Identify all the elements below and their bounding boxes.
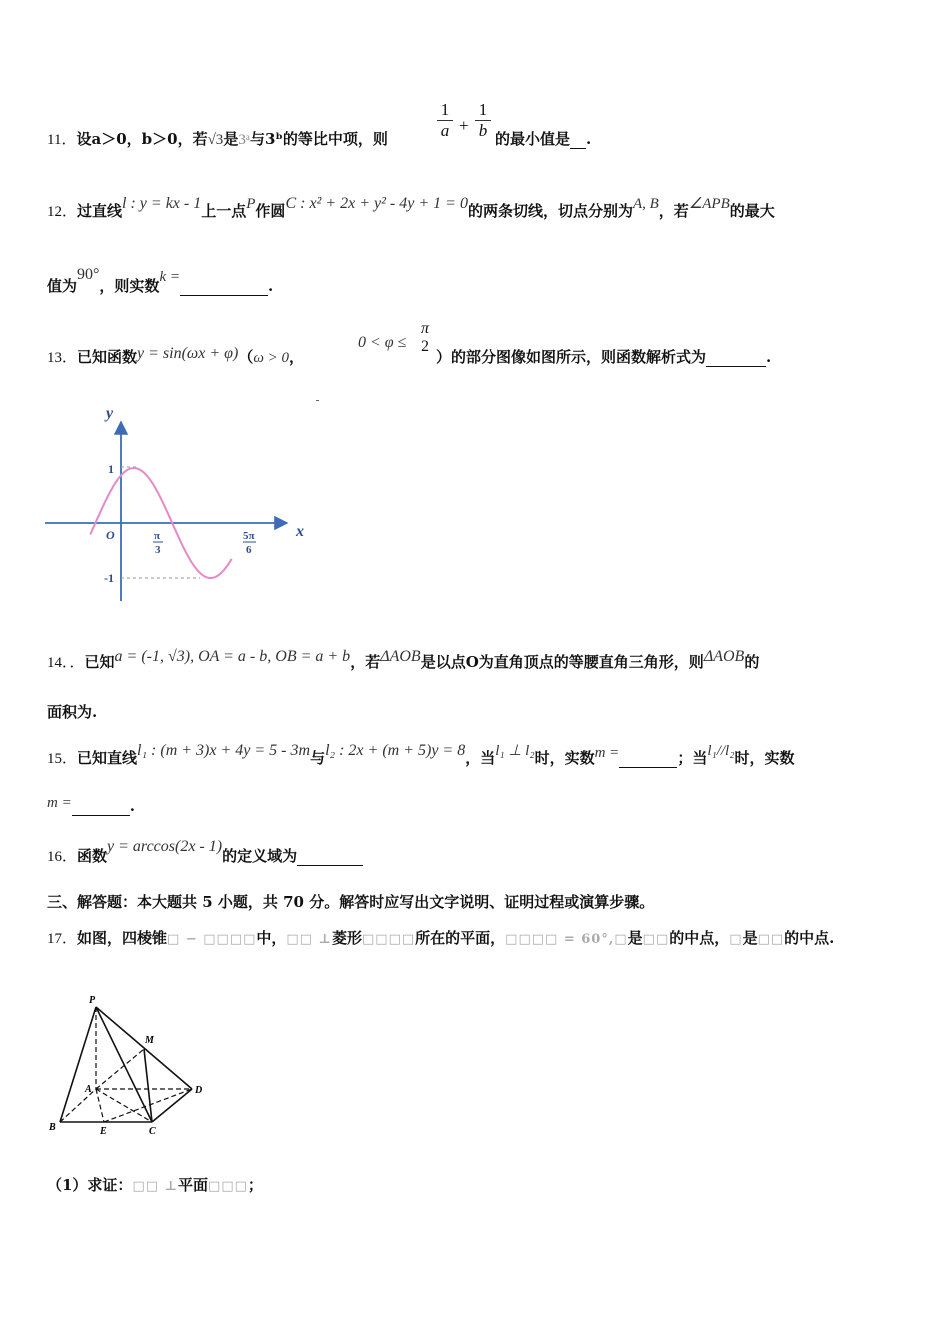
q12-line-1: 12．过直线l : y = kx - 1上一点P作圆C : x² + 2x + y² - 4y + 1 = 0的两条切线，切点分别为A, B，若∠APB的最大 <box>47 195 775 220</box>
line-equation: l : y = kx - 1 <box>122 195 202 212</box>
label-C: C <box>149 1126 156 1137</box>
power-3a: 3ᵃ <box>238 132 250 148</box>
label-P: P <box>89 995 96 1006</box>
arccos-function: y = arccos(2x - 1) <box>107 838 223 855</box>
q17-number: 17． <box>47 931 78 947</box>
q13-tail: ）的部分图像如图所示，则函数解析式为 . <box>436 348 772 366</box>
circle-equation: C : x² + 2x + y² - 4y + 1 = 0 <box>285 195 468 212</box>
sine-graph <box>40 396 330 611</box>
q13-number: 13． <box>47 350 78 366</box>
y-tick-neg1: -1 <box>104 571 114 585</box>
origin-label: O <box>106 528 115 542</box>
x-axis-label: x <box>296 523 304 540</box>
q14-line-2: 面积为. <box>47 703 98 721</box>
degree-90: 90° <box>77 266 100 283</box>
answer-blank <box>297 847 363 866</box>
sine-function: y = sin(ωx + φ) <box>137 345 239 362</box>
y-tick-1: 1 <box>108 462 114 476</box>
line-l1-equation: l₁ : (m + 3)x + 4y = 5 - 3m <box>137 742 311 759</box>
x-tick-5pi-6-num: 5π <box>243 530 255 542</box>
q13-fraction-pi-over-2: π 2 <box>420 320 429 355</box>
power-3b: 3ᵇ <box>264 130 283 148</box>
label-B: B <box>49 1122 56 1133</box>
q11-fraction-1-over-a: $\frac{1}{a}$ <box>437 100 453 141</box>
q14-number: 14．． <box>47 655 85 671</box>
answer-blank <box>706 348 766 367</box>
x-tick-5pi-6-den: 6 <box>246 544 252 556</box>
vector-definitions: a = (-1, √3), OA = a - b, OB = a + b <box>114 648 351 665</box>
label-A: A <box>85 1084 92 1095</box>
answer-blank <box>619 749 677 768</box>
q15-line-1: 15．已知直线l₁ : (m + 3)x + 4y = 5 - 3m与l₂ : 2x + (m + 5)y = 8，当l₁ ⊥ l₂时，实数m = ；当l₁//l₂时，实数 <box>47 742 795 767</box>
q16-line: 16．函数y = arccos(2x - 1)的定义域为 <box>47 845 363 866</box>
x-tick-pi-3-den: 3 <box>155 544 161 556</box>
q15-line-2: m = . <box>47 795 135 815</box>
q14-line-1: 14．．已知a = (-1, √3), OA = a - b, OB = a + b，若ΔAOB是以点O为直角顶点的等腰直角三角形，则ΔAOB的 <box>47 648 760 671</box>
q11-line: 11．设a＞0，b＞0，若√3是3ᵃ与3ᵇ的等比中项，则 <box>47 130 388 148</box>
q15-number: 15． <box>47 751 78 767</box>
q16-number: 16． <box>47 849 78 865</box>
answer-blank <box>570 130 586 149</box>
label-E: E <box>100 1126 107 1137</box>
phi-condition: 0 < φ ≤ <box>358 334 407 351</box>
x-tick-pi-3-num: π <box>154 530 161 542</box>
label-D: D <box>195 1085 203 1096</box>
q13-line: 13．已知函数y = sin(ωx + φ)（ω > 0， <box>47 345 305 366</box>
line-l2-equation: l₂ : 2x + (m + 5)y = 8 <box>325 742 466 759</box>
q12-number: 12． <box>47 204 78 220</box>
q11-number: 11． <box>47 132 77 148</box>
q12-line-2: 值为90°，则实数k = . <box>47 266 274 295</box>
section-3-heading: 三、解答题：本大题共 5 小题，共 70 分。解答时应写出文字说明、证明过程或演算步骤。 <box>47 893 655 911</box>
y-axis-label: y <box>106 405 114 422</box>
label-M: M <box>145 1035 154 1046</box>
pyramid-figure <box>44 992 214 1137</box>
answer-blank <box>180 277 268 296</box>
sqrt3: √3 <box>207 132 224 148</box>
q17-line: 17．如图，四棱锥□ − □□□□中，□□ ⊥菱形□□□□所在的平面，□□□□ = 60°,□是□□的中点，□是□□的中点. <box>47 929 835 947</box>
answer-blank <box>72 797 130 816</box>
q11-plus: + <box>459 116 469 135</box>
q17-part-1: （1）求证：□□ ⊥平面□□□； <box>47 1176 263 1194</box>
q11-fraction-1-over-b: $\frac{1}{b}$ <box>475 100 491 141</box>
q11-tail: 的最小值是 . <box>495 130 592 148</box>
